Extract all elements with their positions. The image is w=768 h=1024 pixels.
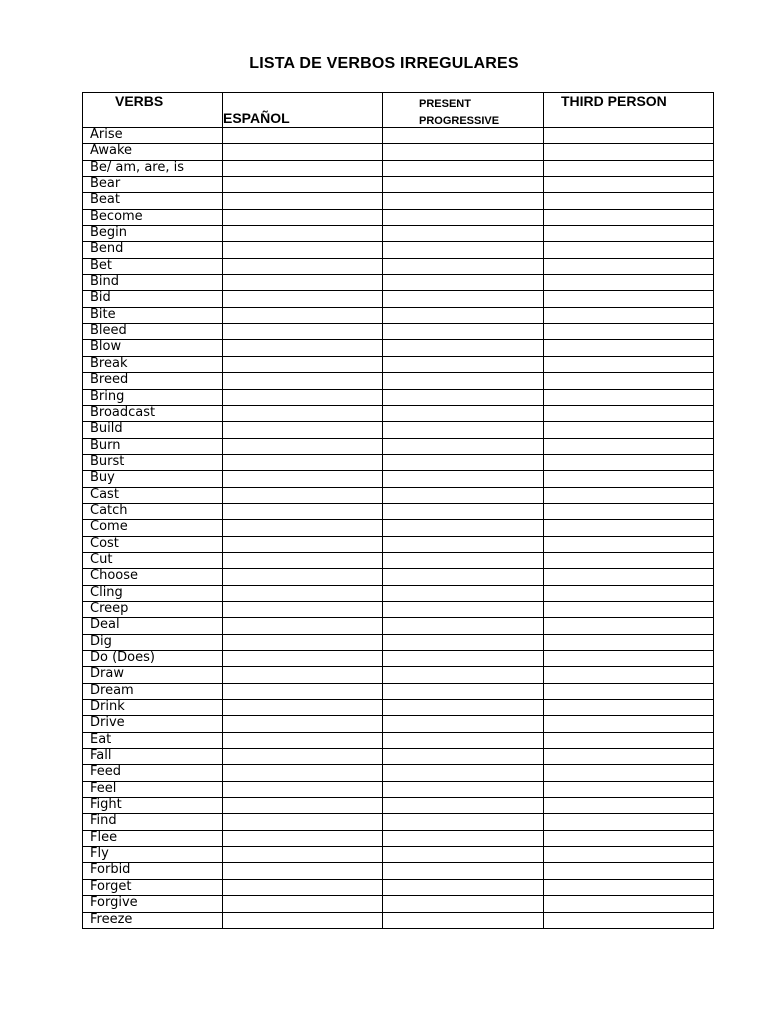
present-progressive-cell[interactable] <box>383 144 544 160</box>
table-row <box>83 193 714 209</box>
espanol-cell[interactable] <box>223 193 383 209</box>
verb-cell: Flee <box>83 830 223 846</box>
present-progressive-cell[interactable] <box>383 405 544 421</box>
header-present-line1: PRESENT <box>419 98 471 110</box>
present-progressive-cell[interactable] <box>383 438 544 454</box>
third-person-cell[interactable] <box>544 863 714 879</box>
present-progressive-cell[interactable] <box>383 356 544 372</box>
present-progressive-cell[interactable] <box>383 667 544 683</box>
present-progressive-cell[interactable] <box>383 634 544 650</box>
table-row <box>83 128 714 144</box>
espanol-cell[interactable] <box>223 896 383 912</box>
third-person-cell[interactable] <box>544 177 714 193</box>
table-row <box>83 438 714 454</box>
table-row <box>83 749 714 765</box>
espanol-cell[interactable] <box>223 601 383 617</box>
espanol-cell[interactable] <box>223 879 383 895</box>
espanol-cell[interactable] <box>223 160 383 176</box>
espanol-cell[interactable] <box>223 651 383 667</box>
verb-cell: Begin <box>83 226 223 242</box>
table-row <box>83 896 714 912</box>
espanol-cell[interactable] <box>223 683 383 699</box>
table-row <box>83 340 714 356</box>
table-row <box>83 422 714 438</box>
espanol-cell[interactable] <box>223 422 383 438</box>
table-row <box>83 471 714 487</box>
third-person-cell[interactable] <box>544 275 714 291</box>
verb-cell: Break <box>83 356 223 372</box>
header-present-progressive-label <box>419 96 499 130</box>
espanol-cell[interactable] <box>223 749 383 765</box>
table-row <box>83 716 714 732</box>
present-progressive-cell[interactable] <box>383 847 544 863</box>
espanol-cell[interactable] <box>223 634 383 650</box>
espanol-cell[interactable] <box>223 618 383 634</box>
present-progressive-cell[interactable] <box>383 258 544 274</box>
table-row <box>83 356 714 372</box>
espanol-cell[interactable] <box>223 667 383 683</box>
espanol-cell[interactable] <box>223 226 383 242</box>
third-person-cell[interactable] <box>544 601 714 617</box>
third-person-cell[interactable] <box>544 160 714 176</box>
table-row <box>83 552 714 568</box>
third-person-cell[interactable] <box>544 912 714 928</box>
verb-cell: Forget <box>83 879 223 895</box>
third-person-cell[interactable] <box>544 798 714 814</box>
present-progressive-cell[interactable] <box>383 765 544 781</box>
table-row <box>83 405 714 421</box>
espanol-cell[interactable] <box>223 275 383 291</box>
present-progressive-cell[interactable] <box>383 651 544 667</box>
third-person-cell[interactable] <box>544 258 714 274</box>
verb-cell: Drink <box>83 700 223 716</box>
table-row <box>83 651 714 667</box>
verb-cell: Fly <box>83 847 223 863</box>
table-row <box>83 569 714 585</box>
espanol-cell[interactable] <box>223 307 383 323</box>
present-progressive-cell[interactable] <box>383 536 544 552</box>
present-progressive-cell[interactable] <box>383 487 544 503</box>
verb-cell: Bleed <box>83 324 223 340</box>
present-progressive-cell[interactable] <box>383 798 544 814</box>
third-person-cell[interactable] <box>544 552 714 568</box>
verb-cell: Do (Does) <box>83 651 223 667</box>
espanol-cell[interactable] <box>223 373 383 389</box>
verb-cell: Bear <box>83 177 223 193</box>
third-person-cell[interactable] <box>544 683 714 699</box>
third-person-cell[interactable] <box>544 487 714 503</box>
header-third-person <box>544 93 714 128</box>
verb-cell: Draw <box>83 667 223 683</box>
third-person-cell[interactable] <box>544 569 714 585</box>
verb-cell: Awake <box>83 144 223 160</box>
present-progressive-cell[interactable] <box>383 749 544 765</box>
espanol-cell[interactable] <box>223 847 383 863</box>
table-row <box>83 487 714 503</box>
header-espanol-label: ESPAÑOL <box>223 110 290 126</box>
espanol-cell[interactable] <box>223 765 383 781</box>
table-row <box>83 226 714 242</box>
table-row <box>83 307 714 323</box>
third-person-cell[interactable] <box>544 128 714 144</box>
espanol-cell[interactable] <box>223 912 383 928</box>
table-row <box>83 879 714 895</box>
third-person-cell[interactable] <box>544 209 714 225</box>
table-row <box>83 830 714 846</box>
verb-cell: Bite <box>83 307 223 323</box>
verb-cell: Deal <box>83 618 223 634</box>
table-row <box>83 389 714 405</box>
table-row <box>83 863 714 879</box>
present-progressive-cell[interactable] <box>383 209 544 225</box>
table-row <box>83 634 714 650</box>
header-verbs <box>83 93 223 128</box>
verb-cell: Creep <box>83 601 223 617</box>
third-person-cell[interactable] <box>544 749 714 765</box>
third-person-cell[interactable] <box>544 879 714 895</box>
espanol-cell[interactable] <box>223 814 383 830</box>
third-person-cell[interactable] <box>544 700 714 716</box>
verb-cell: Build <box>83 422 223 438</box>
third-person-cell[interactable] <box>544 667 714 683</box>
table-row <box>83 536 714 552</box>
espanol-cell[interactable] <box>223 569 383 585</box>
third-person-cell[interactable] <box>544 814 714 830</box>
table-row <box>83 520 714 536</box>
espanol-cell[interactable] <box>223 258 383 274</box>
table-row <box>83 683 714 699</box>
verb-cell: Freeze <box>83 912 223 928</box>
third-person-cell[interactable] <box>544 716 714 732</box>
verb-cell: Forgive <box>83 896 223 912</box>
verb-cell: Feed <box>83 765 223 781</box>
verb-cell: Bind <box>83 275 223 291</box>
third-person-cell[interactable] <box>544 847 714 863</box>
table-row <box>83 781 714 797</box>
espanol-cell[interactable] <box>223 798 383 814</box>
third-person-cell[interactable] <box>544 618 714 634</box>
third-person-cell[interactable] <box>544 471 714 487</box>
present-progressive-cell[interactable] <box>383 226 544 242</box>
table-row <box>83 373 714 389</box>
espanol-cell[interactable] <box>223 700 383 716</box>
espanol-cell[interactable] <box>223 471 383 487</box>
table-row <box>83 242 714 258</box>
third-person-cell[interactable] <box>544 373 714 389</box>
present-progressive-cell[interactable] <box>383 912 544 928</box>
present-progressive-cell[interactable] <box>383 896 544 912</box>
third-person-cell[interactable] <box>544 193 714 209</box>
third-person-cell[interactable] <box>544 226 714 242</box>
table-row <box>83 585 714 601</box>
table-row <box>83 700 714 716</box>
espanol-cell[interactable] <box>223 438 383 454</box>
present-progressive-cell[interactable] <box>383 275 544 291</box>
header-verbs-label: VERBS <box>115 93 164 109</box>
present-progressive-cell[interactable] <box>383 732 544 748</box>
present-progressive-cell[interactable] <box>383 830 544 846</box>
verb-cell: Become <box>83 209 223 225</box>
espanol-cell[interactable] <box>223 781 383 797</box>
verb-cell: Feel <box>83 781 223 797</box>
espanol-cell[interactable] <box>223 209 383 225</box>
third-person-cell[interactable] <box>544 324 714 340</box>
verb-cell: Bend <box>83 242 223 258</box>
third-person-cell[interactable] <box>544 340 714 356</box>
third-person-cell[interactable] <box>544 144 714 160</box>
table-row <box>83 765 714 781</box>
espanol-cell[interactable] <box>223 503 383 519</box>
third-person-cell[interactable] <box>544 454 714 470</box>
table-row <box>83 798 714 814</box>
espanol-cell[interactable] <box>223 830 383 846</box>
third-person-cell[interactable] <box>544 438 714 454</box>
verb-cell: Fall <box>83 749 223 765</box>
espanol-cell[interactable] <box>223 732 383 748</box>
verb-cell: Choose <box>83 569 223 585</box>
present-progressive-cell[interactable] <box>383 781 544 797</box>
espanol-cell[interactable] <box>223 454 383 470</box>
espanol-cell[interactable] <box>223 585 383 601</box>
present-progressive-cell[interactable] <box>383 683 544 699</box>
third-person-cell[interactable] <box>544 585 714 601</box>
espanol-cell[interactable] <box>223 520 383 536</box>
table-row <box>83 258 714 274</box>
present-progressive-cell[interactable] <box>383 193 544 209</box>
verb-cell: Cling <box>83 585 223 601</box>
third-person-cell[interactable] <box>544 503 714 519</box>
verb-cell: Breed <box>83 373 223 389</box>
table-row <box>83 601 714 617</box>
present-progressive-cell[interactable] <box>383 307 544 323</box>
espanol-cell[interactable] <box>223 356 383 372</box>
table-row <box>83 912 714 928</box>
third-person-cell[interactable] <box>544 422 714 438</box>
present-progressive-cell[interactable] <box>383 700 544 716</box>
table-row <box>83 667 714 683</box>
present-progressive-cell[interactable] <box>383 716 544 732</box>
verb-cell: Cast <box>83 487 223 503</box>
table-row <box>83 847 714 863</box>
present-progressive-cell[interactable] <box>383 373 544 389</box>
espanol-cell[interactable] <box>223 716 383 732</box>
third-person-cell[interactable] <box>544 536 714 552</box>
verb-cell: Dig <box>83 634 223 650</box>
third-person-cell[interactable] <box>544 896 714 912</box>
espanol-cell[interactable] <box>223 405 383 421</box>
present-progressive-cell[interactable] <box>383 552 544 568</box>
third-person-cell[interactable] <box>544 732 714 748</box>
table-row <box>83 144 714 160</box>
table-row <box>83 732 714 748</box>
verb-cell: Drive <box>83 716 223 732</box>
present-progressive-cell[interactable] <box>383 389 544 405</box>
espanol-cell[interactable] <box>223 242 383 258</box>
espanol-cell[interactable] <box>223 340 383 356</box>
third-person-cell[interactable] <box>544 830 714 846</box>
present-progressive-cell[interactable] <box>383 569 544 585</box>
verb-cell: Eat <box>83 732 223 748</box>
verb-cell: Fight <box>83 798 223 814</box>
espanol-cell[interactable] <box>223 144 383 160</box>
espanol-cell[interactable] <box>223 128 383 144</box>
espanol-cell[interactable] <box>223 291 383 307</box>
third-person-cell[interactable] <box>544 781 714 797</box>
espanol-cell[interactable] <box>223 552 383 568</box>
present-progressive-cell[interactable] <box>383 585 544 601</box>
header-third-person-label: THIRD PERSON <box>561 93 667 109</box>
third-person-cell[interactable] <box>544 405 714 421</box>
third-person-cell[interactable] <box>544 520 714 536</box>
table-row <box>83 209 714 225</box>
verb-cell: Be/ am, are, is <box>83 160 223 176</box>
espanol-cell[interactable] <box>223 177 383 193</box>
third-person-cell[interactable] <box>544 389 714 405</box>
verb-cell: Blow <box>83 340 223 356</box>
espanol-cell[interactable] <box>223 863 383 879</box>
table-row <box>83 275 714 291</box>
third-person-cell[interactable] <box>544 307 714 323</box>
third-person-cell[interactable] <box>544 356 714 372</box>
present-progressive-cell[interactable] <box>383 601 544 617</box>
verb-cell: Bring <box>83 389 223 405</box>
table-header-row <box>83 93 714 128</box>
espanol-cell[interactable] <box>223 536 383 552</box>
espanol-cell[interactable] <box>223 389 383 405</box>
header-espanol <box>223 93 383 128</box>
present-progressive-cell[interactable] <box>383 242 544 258</box>
table-row <box>83 454 714 470</box>
present-progressive-cell[interactable] <box>383 324 544 340</box>
present-progressive-cell[interactable] <box>383 618 544 634</box>
verbs-table <box>82 92 714 929</box>
verb-cell: Forbid <box>83 863 223 879</box>
present-progressive-cell[interactable] <box>383 814 544 830</box>
present-progressive-cell[interactable] <box>383 454 544 470</box>
present-progressive-cell[interactable] <box>383 471 544 487</box>
table-row <box>83 160 714 176</box>
verb-cell: Broadcast <box>83 405 223 421</box>
third-person-cell[interactable] <box>544 291 714 307</box>
verb-cell: Catch <box>83 503 223 519</box>
present-progressive-cell[interactable] <box>383 863 544 879</box>
present-progressive-cell[interactable] <box>383 503 544 519</box>
verb-cell: Dream <box>83 683 223 699</box>
verb-cell: Burst <box>83 454 223 470</box>
verb-cell: Cost <box>83 536 223 552</box>
present-progressive-cell[interactable] <box>383 291 544 307</box>
verb-cell: Beat <box>83 193 223 209</box>
present-progressive-cell[interactable] <box>383 177 544 193</box>
verb-cell: Arise <box>83 128 223 144</box>
third-person-cell[interactable] <box>544 242 714 258</box>
present-progressive-cell[interactable] <box>383 340 544 356</box>
present-progressive-cell[interactable] <box>383 879 544 895</box>
verb-cell: Buy <box>83 471 223 487</box>
third-person-cell[interactable] <box>544 651 714 667</box>
verb-rows <box>83 128 714 929</box>
verb-cell: Find <box>83 814 223 830</box>
present-progressive-cell[interactable] <box>383 520 544 536</box>
verb-cell: Cut <box>83 552 223 568</box>
verb-cell: Burn <box>83 438 223 454</box>
table-row <box>83 503 714 519</box>
verb-cell: Bet <box>83 258 223 274</box>
table-row <box>83 814 714 830</box>
table-row <box>83 177 714 193</box>
header-present-line2: PROGRESSIVE <box>419 115 500 127</box>
verb-cell: Bid <box>83 291 223 307</box>
espanol-cell[interactable] <box>223 487 383 503</box>
present-progressive-cell[interactable] <box>383 422 544 438</box>
table-row <box>83 324 714 340</box>
header-present-progressive <box>383 93 544 128</box>
verb-cell: Come <box>83 520 223 536</box>
present-progressive-cell[interactable] <box>383 160 544 176</box>
table-row <box>83 618 714 634</box>
third-person-cell[interactable] <box>544 634 714 650</box>
table-row <box>83 291 714 307</box>
third-person-cell[interactable] <box>544 765 714 781</box>
document-title: LISTA DE VERBOS IRREGULARES <box>249 55 519 72</box>
espanol-cell[interactable] <box>223 324 383 340</box>
